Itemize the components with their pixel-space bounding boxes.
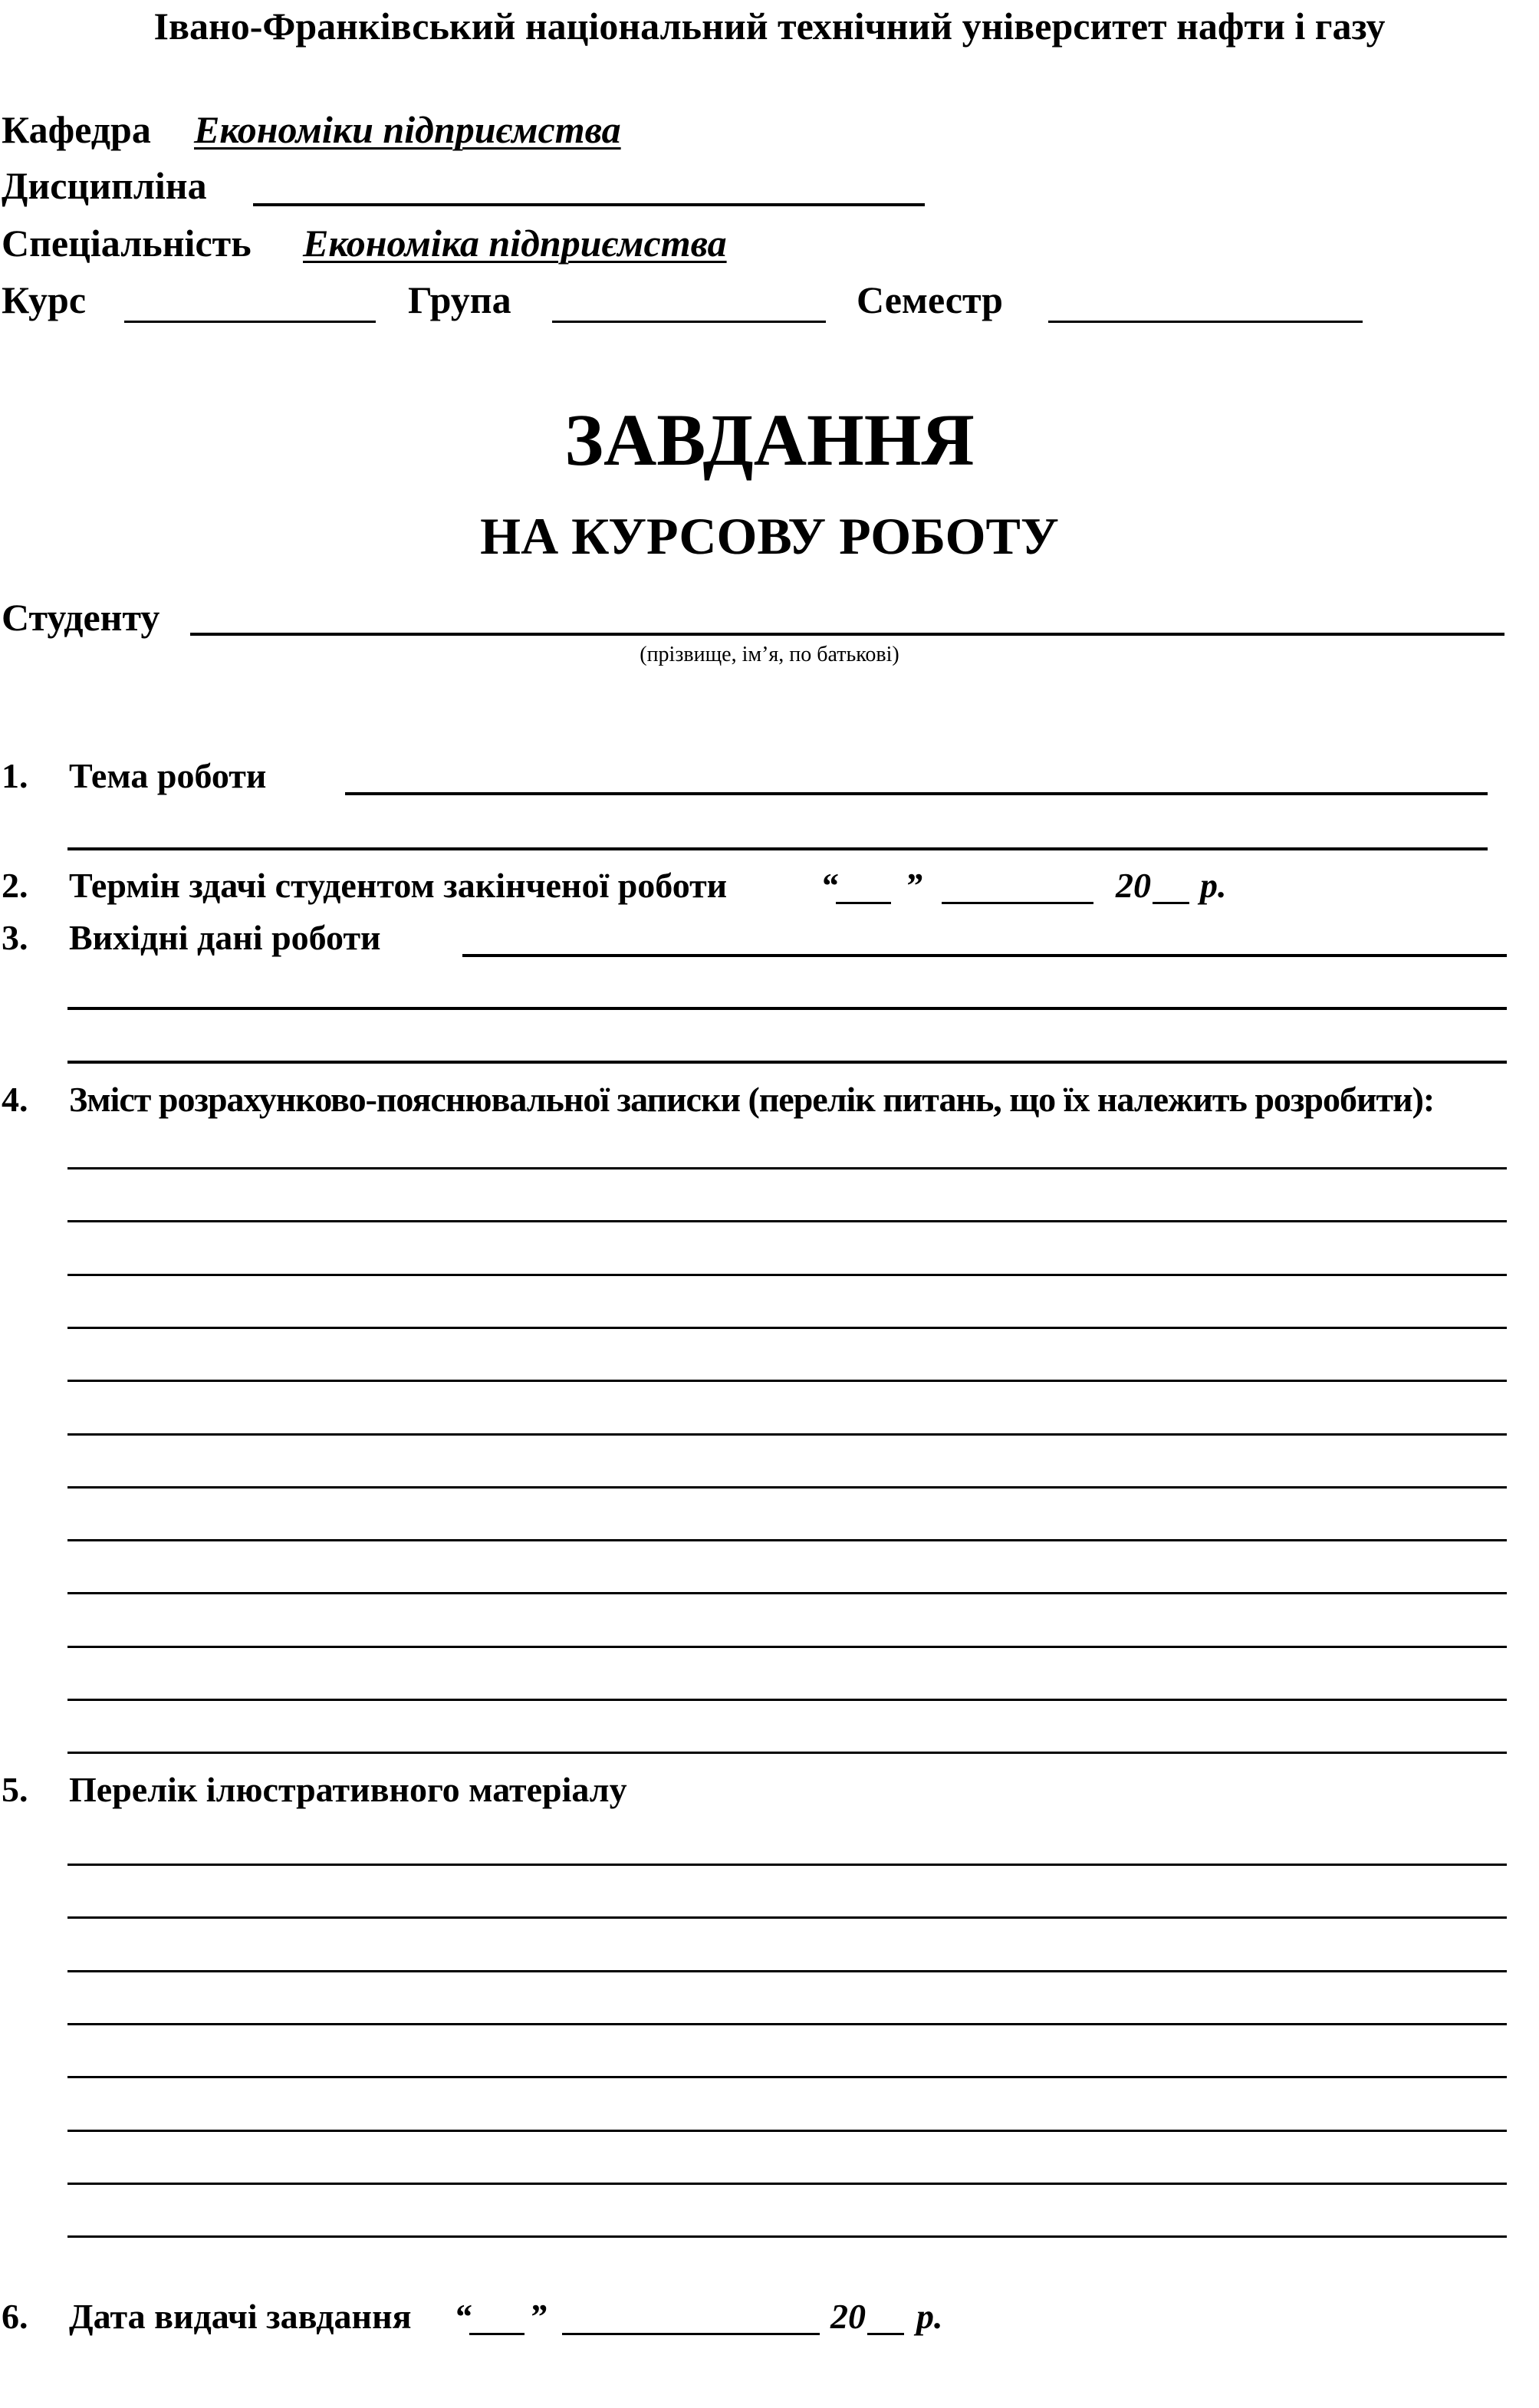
group-field[interactable]	[552, 321, 826, 323]
item-4-number: 4.	[2, 1080, 28, 1119]
department-value: Економіки підприємства	[194, 108, 621, 151]
item-2-year-field[interactable]	[1153, 902, 1189, 904]
item-4-answer-line[interactable]	[67, 1433, 1507, 1436]
item-4-answer-line[interactable]	[67, 1752, 1507, 1754]
item-4-answer-line[interactable]	[67, 1539, 1507, 1541]
item-5-answer-line[interactable]	[67, 2235, 1507, 2238]
item-2-month-field[interactable]	[942, 902, 1093, 904]
item-3-field-line[interactable]	[67, 1061, 1507, 1064]
item-6-year-field[interactable]	[867, 2333, 904, 2335]
item-5-answer-line[interactable]	[67, 2023, 1507, 2025]
item-3-label: Вихідні дані роботи	[69, 918, 381, 957]
item-2-label: Термін здачі студентом закінченої роботи	[69, 866, 728, 905]
item-4-answer-line[interactable]	[67, 1646, 1507, 1648]
item-5-label: Перелік ілюстративного матеріалу	[69, 1770, 627, 1809]
course-label: Курс	[2, 278, 87, 321]
item-6-label: Дата видачі завдання	[69, 2297, 412, 2336]
item-2-quote-close: ”	[905, 866, 922, 905]
item-5-answer-line[interactable]	[67, 1864, 1507, 1866]
item-2-number: 2.	[2, 866, 28, 905]
item-1-label: Тема роботи	[69, 756, 267, 795]
student-name-hint: (прізвище, ім’я, по батькові)	[640, 643, 899, 666]
item-6-year-suffix: р.	[916, 2297, 943, 2336]
item-5-answer-line[interactable]	[67, 2183, 1507, 2185]
item-6-day-field[interactable]	[469, 2333, 525, 2335]
specialty-value: Економіка підприємства	[303, 222, 727, 265]
item-3-field-line[interactable]	[67, 1007, 1507, 1010]
item-5-answer-line[interactable]	[67, 1916, 1507, 1919]
semester-field[interactable]	[1048, 321, 1363, 323]
discipline-label: Дисципліна	[2, 164, 207, 207]
document-title: ЗАВДАННЯ	[564, 399, 975, 481]
item-4-answer-line[interactable]	[67, 1274, 1507, 1276]
item-6-quote-open: “	[454, 2297, 472, 2336]
item-2-day-field[interactable]	[836, 902, 891, 904]
discipline-field[interactable]	[253, 203, 925, 206]
item-4-answer-line[interactable]	[67, 1486, 1507, 1489]
item-4-answer-line[interactable]	[67, 1592, 1507, 1594]
item-6-month-field[interactable]	[562, 2333, 820, 2335]
item-4-answer-line[interactable]	[67, 1380, 1507, 1382]
item-6-number: 6.	[2, 2297, 28, 2336]
item-6-quote-close: ”	[529, 2297, 547, 2336]
item-2-quote-open: “	[820, 866, 838, 905]
item-5-answer-line[interactable]	[67, 2076, 1507, 2078]
item-4-answer-line[interactable]	[67, 1220, 1507, 1222]
university-name: Івано-Франківський національний технічний університет нафти і газу	[153, 5, 1386, 48]
item-6-year-prefix: 20	[830, 2297, 866, 2336]
item-1-number: 1.	[2, 756, 28, 795]
item-4-answer-line[interactable]	[67, 1327, 1507, 1329]
item-1-field-line[interactable]	[67, 847, 1488, 850]
item-1-field-line[interactable]	[345, 792, 1488, 795]
item-4-label: Зміст розрахунково-пояснювальної записки (перелік питань, що їх належить розробити):	[69, 1080, 1435, 1119]
item-5-answer-line[interactable]	[67, 2130, 1507, 2132]
student-name-field[interactable]	[190, 633, 1504, 636]
item-2-year-prefix: 20	[1116, 866, 1151, 905]
item-4-answer-line[interactable]	[67, 1167, 1507, 1169]
department-label: Кафедра	[2, 108, 151, 151]
item-2-year-suffix: р.	[1200, 866, 1227, 905]
document-subtitle: НА КУРСОВУ РОБОТУ	[480, 507, 1059, 565]
specialty-label: Спеціальність	[2, 222, 252, 265]
item-3-number: 3.	[2, 918, 28, 957]
item-3-field-line[interactable]	[462, 954, 1507, 957]
item-5-answer-line[interactable]	[67, 1970, 1507, 1972]
item-5-number: 5.	[2, 1770, 28, 1809]
student-label: Студенту	[2, 596, 160, 639]
semester-label: Семестр	[857, 278, 1003, 321]
course-field[interactable]	[124, 321, 376, 323]
group-label: Група	[408, 278, 511, 321]
item-4-answer-line[interactable]	[67, 1699, 1507, 1701]
